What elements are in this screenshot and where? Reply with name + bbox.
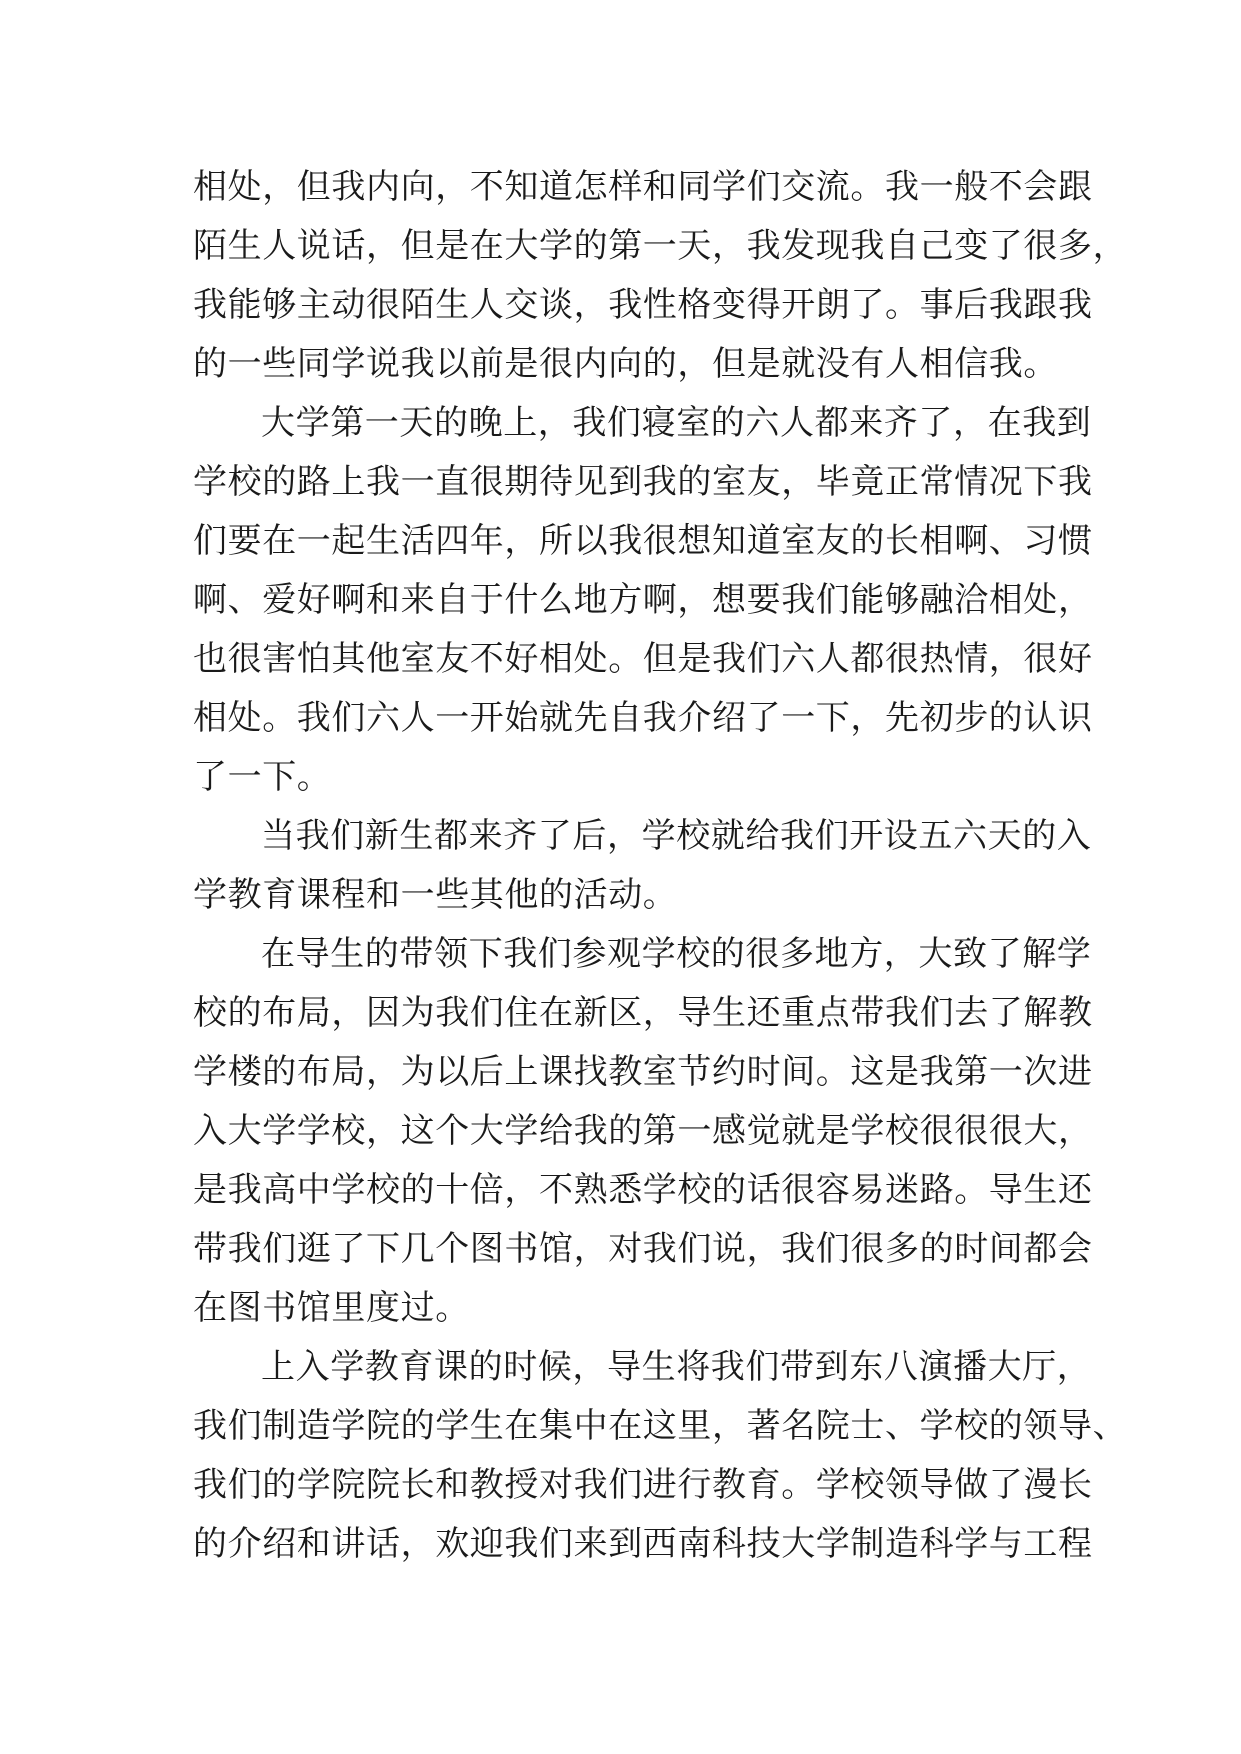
text-line: 校的布局，因为我们住在新区，导生还重点带我们去了解教 xyxy=(193,993,1093,1033)
text-line: 我们制造学院的学生在集中在这里，著名院士、学校的领导、 xyxy=(193,1406,1128,1446)
text-line: 啊、爱好啊和来自于什么地方啊，想要我们能够融洽相处， xyxy=(193,580,1093,620)
text-line: 陌生人说话，但是在大学的第一天，我发现我自己变了很多， xyxy=(193,226,1128,266)
text-line: 当我们新生都来齐了后，学校就给我们开设五六天的入 xyxy=(261,816,1092,856)
text-line: 我们的学院院长和教授对我们进行教育。学校领导做了漫长 xyxy=(193,1465,1093,1505)
text-line: 了一下。 xyxy=(193,757,332,797)
text-line: 们要在一起生活四年，所以我很想知道室友的长相啊、习惯 xyxy=(193,521,1093,561)
text-line: 相处，但我内向，不知道怎样和同学们交流。我一般不会跟 xyxy=(193,167,1093,207)
text-line: 是我高中学校的十倍，不熟悉学校的话很容易迷路。导生还 xyxy=(193,1170,1093,1210)
text-line: 学教育课程和一些其他的活动。 xyxy=(193,875,678,915)
text-line: 也很害怕其他室友不好相处。但是我们六人都很热情，很好 xyxy=(193,639,1093,679)
body-text xyxy=(193,158,1128,1574)
text-line: 在图书馆里度过。 xyxy=(193,1288,470,1328)
text-line: 学校的路上我一直很期待见到我的室友，毕竟正常情况下我 xyxy=(193,462,1093,502)
text-line: 的介绍和讲话，欢迎我们来到西南科技大学制造科学与工程 xyxy=(193,1524,1093,1564)
text-line: 上入学教育课的时候，导生将我们带到东八演播大厅， xyxy=(261,1347,1092,1387)
text-line: 入大学学校，这个大学给我的第一感觉就是学校很很很大， xyxy=(193,1111,1093,1151)
text-line: 带我们逛了下几个图书馆，对我们说，我们很多的时间都会 xyxy=(193,1229,1093,1269)
text-line: 的一些同学说我以前是很内向的，但是就没有人相信我。 xyxy=(193,344,1058,384)
text-line: 学楼的布局，为以后上课找教室节约时间。这是我第一次进 xyxy=(193,1052,1093,1092)
text-line: 相处。我们六人一开始就先自我介绍了一下，先初步的认识 xyxy=(193,698,1093,738)
text-line: 在导生的带领下我们参观学校的很多地方，大致了解学 xyxy=(261,934,1092,974)
text-line: 大学第一天的晚上，我们寝室的六人都来齐了，在我到 xyxy=(261,403,1092,443)
text-line: 我能够主动很陌生人交谈，我性格变得开朗了。事后我跟我 xyxy=(193,285,1093,325)
